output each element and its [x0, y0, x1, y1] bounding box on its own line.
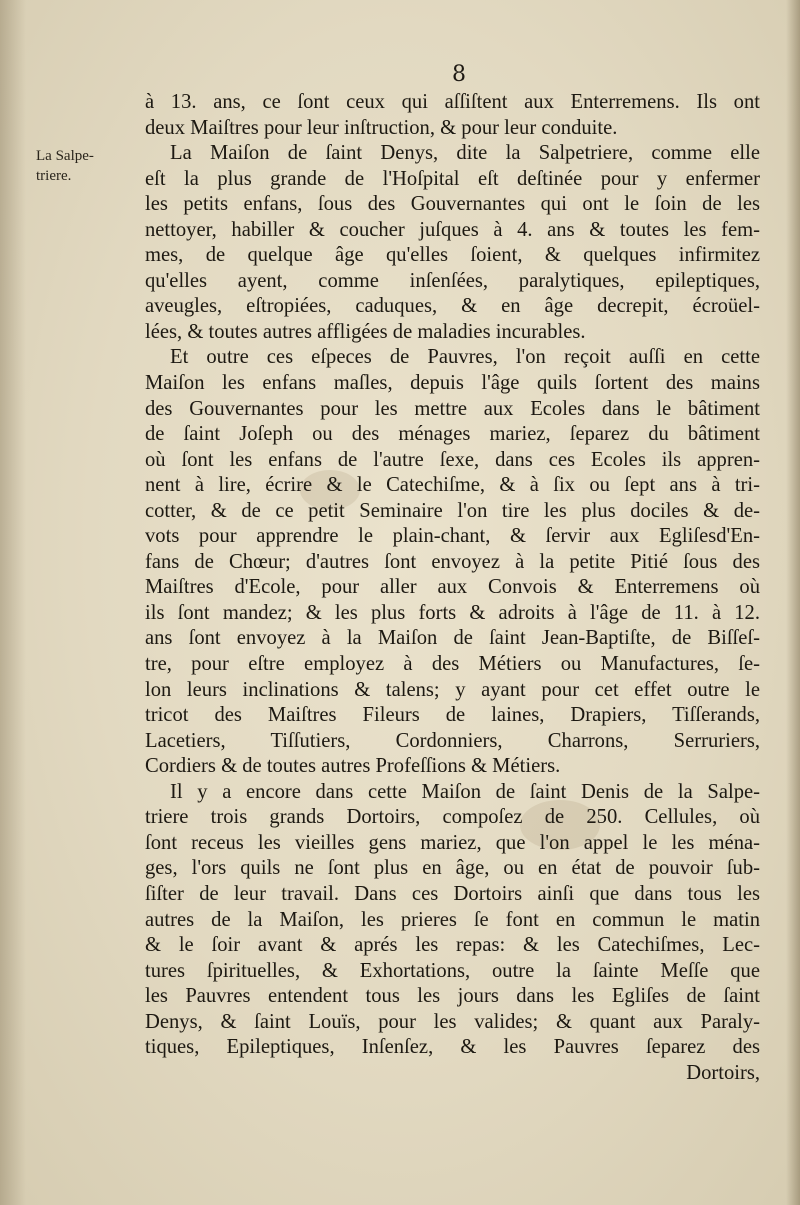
text-line: nent à lire, écrire & le Catechiſme, & à ſix ou ſept ans à tri- — [145, 474, 760, 497]
text-line: tures ſpirituelles, & Exhortations, outre la ſainte Meſſe que — [145, 959, 760, 982]
text-line: Denys, & ſaint Louïs, pour les valides; & quant aux Paraly- — [145, 1010, 760, 1033]
text-line: Maiſtres d'Ecole, pour aller aux Convois & Enterremens où — [145, 576, 760, 599]
text-line: Il y a encore dans cette Maiſon de ſaint Denis de la Salpe- — [170, 780, 760, 803]
text-line: nettoyer, habiller & coucher juſques à 4. ans & toutes les fem- — [145, 218, 760, 241]
text-line: lées, & toutes autres affligées de maladies incurables. — [145, 320, 586, 343]
text-line: Lacetiers, Tiſſutiers, Cordonniers, Charrons, Serruriers, — [145, 729, 760, 752]
page-number: 8 — [452, 62, 466, 87]
text-line: deux Maiſtres pour leur inſtruction, & pour leur conduite. — [145, 116, 618, 139]
text-line: tiques, Epileptiques, Inſenſez, & les Pauvres ſeparez des — [145, 1036, 760, 1059]
text-line: vots pour apprendre le plain-chant, & ſervir aux Egliſesd'En- — [145, 525, 760, 548]
text-line: lon leurs inclinations & talens; y ayant pour cet effet outre le — [145, 678, 760, 701]
text-line: les Pauvres entendent tous les jours dans les Egliſes de ſaint — [145, 985, 760, 1008]
text-line: fans de Chœur; d'autres ſont envoyez à la petite Pitié ſous des — [145, 550, 760, 573]
body-text — [145, 90, 760, 1086]
text-line: Maiſon les enfans maſles, depuis l'âge quils ſortent des mains — [145, 372, 760, 395]
margin-note-line: triere. — [36, 168, 72, 184]
text-line: ſont receus les vieilles gens mariez, que l'on appel le les ména- — [145, 831, 760, 854]
text-line: de ſaint Joſeph ou des ménages mariez, ſeparez du bâtiment — [145, 423, 760, 446]
text-line: tricot des Maiſtres Fileurs de laines, Drapiers, Tiſſerands, — [145, 704, 760, 727]
text-line: des Gouvernantes pour les mettre aux Ecoles dans le bâtiment — [145, 397, 760, 420]
text-line: ſiſter de leur travail. Dans ces Dortoirs ainſi que dans tous les — [145, 882, 760, 905]
text-line: mes, de quelque âge qu'elles ſoient, & quelques infirmitez — [145, 244, 760, 267]
text-line: autres de la Maiſon, les prieres ſe font en commun le matin — [145, 908, 760, 931]
text-line: triere trois grands Dortoirs, compoſez de 250. Cellules, où — [145, 806, 760, 829]
text-line: cotter, & de ce petit Seminaire l'on tire les plus dociles & de- — [145, 499, 760, 522]
text-line: Cordiers & de toutes autres Profeſſions & Métiers. — [145, 755, 561, 778]
text-line: à 13. ans, ce ſont ceux qui aſſiſtent aux Enterremens. Ils ont — [145, 91, 760, 113]
text-line: eſt la plus grande de l'Hoſpital eſt deſtinée pour y enfermer — [145, 167, 760, 190]
text-line: ges, l'ors quils ne ſont plus en âge, ou en état de pouvoir ſub- — [145, 857, 760, 880]
text-line: & le ſoir avant & aprés les repas: & les Catechiſmes, Lec- — [145, 934, 760, 957]
text-line: les petits enfans, ſous des Gouvernantes qui ont le ſoin de les — [145, 193, 760, 216]
text-line: où ſont les enfans de l'autre ſexe, dans ces Ecoles ils appren- — [145, 448, 760, 471]
text-line: qu'elles ayent, comme inſenſées, paralytiques, epileptiques, — [145, 269, 760, 292]
text-line: La Maiſon de ſaint Denys, dite la Salpetriere, comme elle — [170, 142, 760, 165]
margin-note — [36, 146, 116, 186]
text-line: ils ſont mandez; & les plus forts & adroits à l'âge de 11. à 12. — [145, 601, 760, 624]
text-line: ans ſont envoyez à la Maiſon de ſaint Jean-Baptiſte, de Biſſeſ- — [145, 627, 760, 650]
text-line: tre, pour eſtre employez à des Métiers ou Manufactures, ſe- — [145, 653, 760, 676]
text-line: Et outre ces eſpeces de Pauvres, l'on reçoit auſſi en cette — [170, 346, 760, 369]
margin-note-line: La Salpe- — [36, 148, 94, 164]
text-line: aveugles, eſtropiées, caduques, & en âge decrepit, écroüel- — [145, 295, 760, 318]
catchword: Dortoirs, — [686, 1061, 760, 1084]
